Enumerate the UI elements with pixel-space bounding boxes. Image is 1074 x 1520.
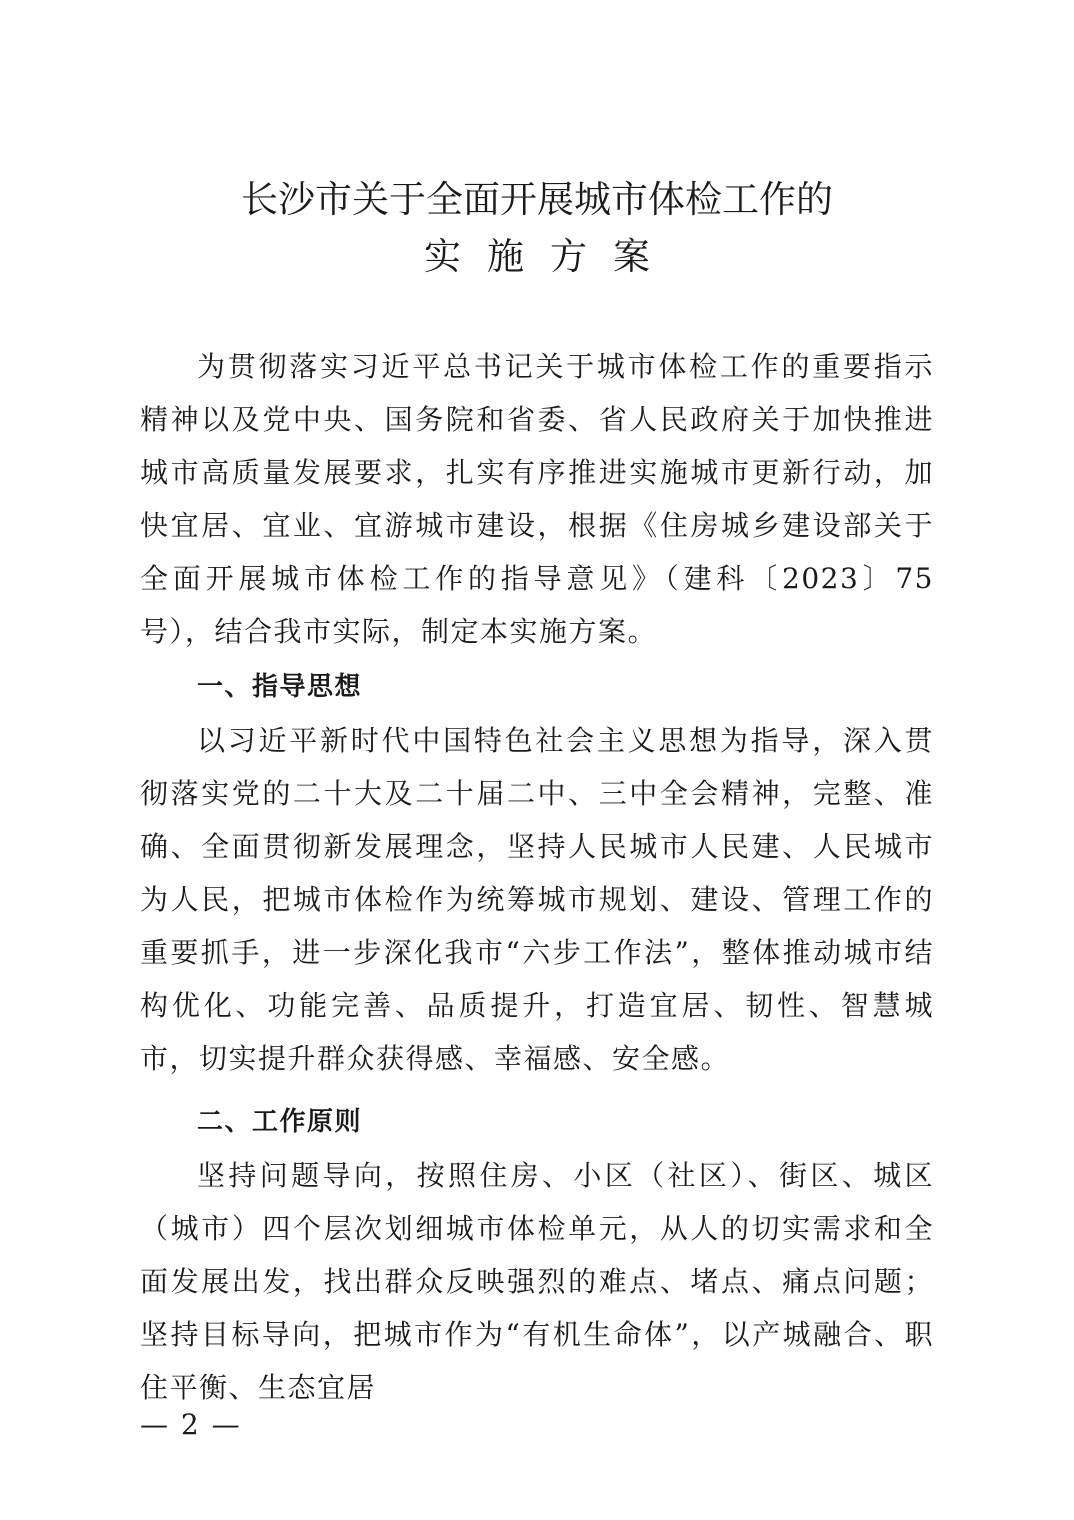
section-heading-guiding-ideology: 一、指导思想 <box>197 672 363 702</box>
section-heading-work-principles: 二、工作原则 <box>197 1107 363 1137</box>
guiding-ideology-paragraph: 以习近平新时代中国特色社会主义思想为指导，深入贯彻落实党的二十大及二十届二中、三中全会精神，完整、准确、全面贯彻新发展理念，坚持人民城市人民建、人民城市为人民，把城市体检作为统筹城市规划、建设、管理工作的重要抓手，进一步深化我市“六步工作法”，整体推动城市结构优化、功能完善、品质提升，打造宜居、韧性、智慧城市，切实提升群众获得感、幸福感、安全感。 <box>140 724 934 1075</box>
document-title-line-2: 实施方案 <box>424 235 676 278</box>
page-number: — 2 — <box>140 1408 242 1441</box>
work-principles-paragraph: 坚持问题导向，按照住房、小区（社区）、街区、城区（城市）四个层次划细城市体检单元，从人的切实需求和全面发展出发，找出群众反映强烈的难点、堵点、痛点问题；坚持目标导向，把城市作为“有机生命体”，以产城融合、职住平衡、生态宜居 <box>140 1159 934 1404</box>
intro-paragraph: 为贯彻落实习近平总书记关于城市体检工作的重要指示精神以及党中央、国务院和省委、省人民政府关于加快推进城市高质量发展要求，扎实有序推进实施城市更新行动，加快宜居、宜业、宜游城市建设，根据《住房城乡建设部关于全面开展城市体检工作的指导意见》（建科〔2023〕75号），结合我市实际，制定本实施方案。 <box>140 350 934 648</box>
document-title-line-1: 长沙市关于全面开展城市体检工作的 <box>241 178 833 221</box>
